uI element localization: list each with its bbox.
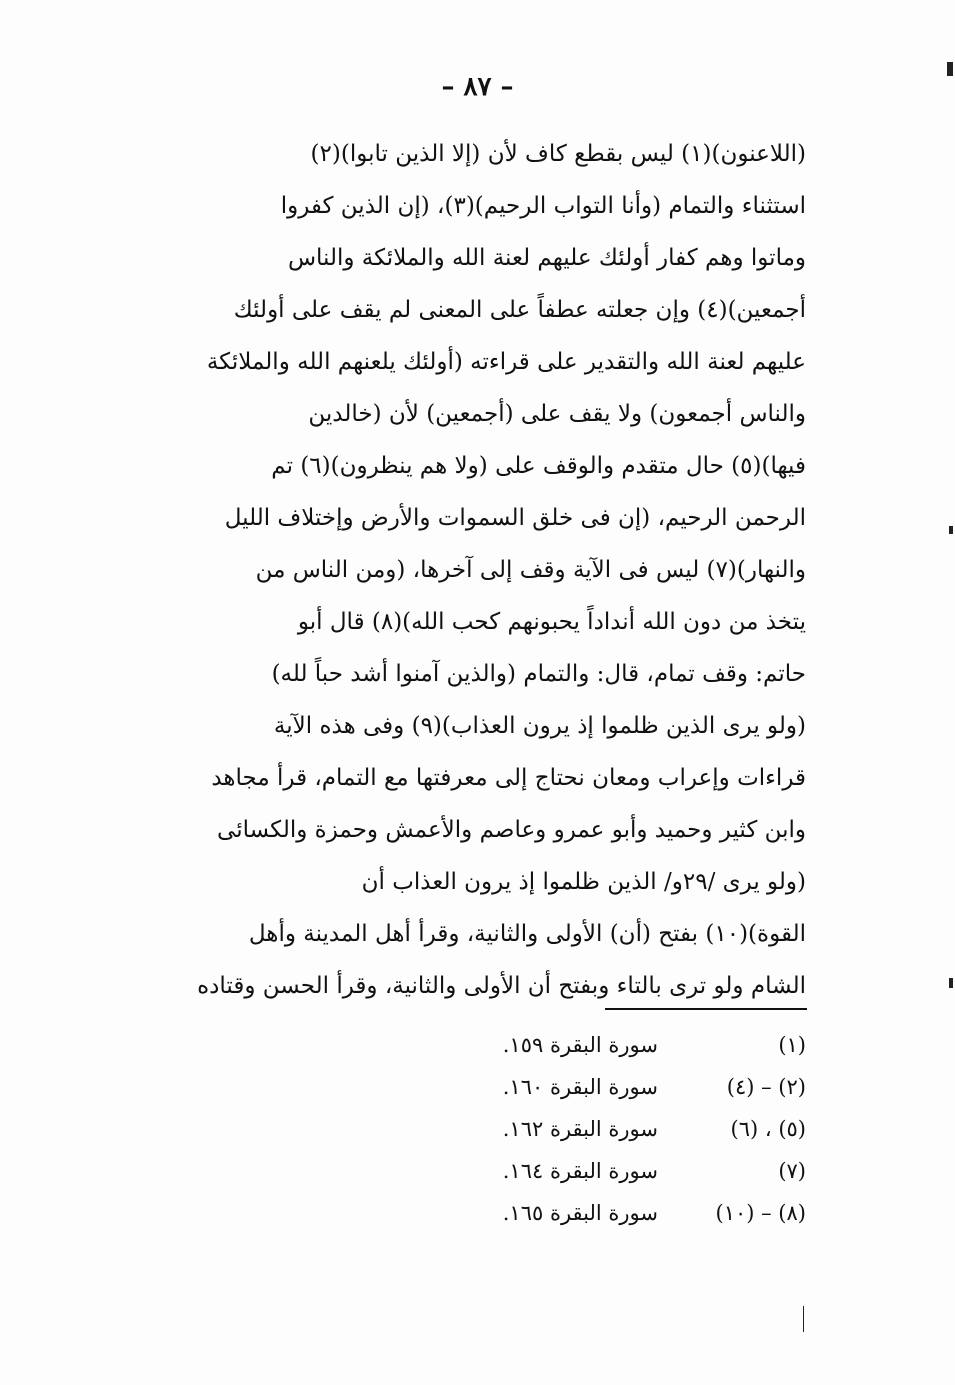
text-line: وابن كثير وحميد وأبو عمرو وعاصم والأعمش وحمزة والكسائى <box>217 817 806 843</box>
footnote-reference: سورة البقرة ١٦٥. <box>502 1201 658 1225</box>
scan-edge-mark <box>803 1306 804 1332</box>
footnote-reference: سورة البقرة ١٦٤. <box>502 1159 658 1183</box>
footnotes <box>440 1024 806 1234</box>
footnote-reference: سورة البقرة ١٦٢. <box>502 1117 658 1141</box>
text-line: قراءات وإعراب ومعان نحتاج إلى معرفتها مع التمام، قرأ مجاهد <box>211 765 806 791</box>
text-line: وماتوا وهم كفار أولئك عليهم لعنة الله والملائكة والناس <box>287 245 806 271</box>
text-line: أجمعين)(٤) وإن جعلته عطفاً على المعنى لم يقف على أولئك <box>233 297 806 323</box>
text-line: والناس أجمعون) ولا يقف على (أجمعين) لأن (خالدين <box>308 401 806 427</box>
footnote-marks: (٥) ، (٦) <box>730 1117 806 1141</box>
text-line: فيها)(٥) حال متقدم والوقف على (ولا هم ينظرون)(٦) تم <box>271 453 806 479</box>
scan-edge-mark <box>949 978 953 988</box>
footnote-item <box>440 1066 806 1108</box>
footnote-marks: (٨) – (١٠) <box>715 1201 806 1225</box>
text-line: والنهار)(٧) ليس فى الآية وقف إلى آخرها، (ومن الناس من <box>255 557 806 583</box>
footnote-item <box>440 1024 806 1066</box>
text-line: استثناء والتمام (وأنا التواب الرحيم)(٣)، (إن الذين كفروا <box>280 193 806 219</box>
footnote-item <box>440 1192 806 1234</box>
footnote-marks: (٢) – (٤) <box>726 1075 806 1099</box>
footnote-marks: (١) <box>778 1033 806 1057</box>
text-line: يتخذ من دون الله أنداداً يحبونهم كحب الله)(٨) قال أبو <box>297 609 806 635</box>
footnote-marks: (٧) <box>778 1159 806 1183</box>
footnote-item <box>440 1108 806 1150</box>
main-text-block <box>98 128 806 1012</box>
footnote-divider <box>605 1008 807 1010</box>
text-line: الشام ولو ترى بالتاء وبفتح أن الأولى والثانية، وقرأ الحسن وقتاده <box>197 973 806 999</box>
text-line: (ولو يرى الذين ظلموا إذ يرون العذاب)(٩) وفى هذه الآية <box>273 713 806 739</box>
footnote-reference: سورة البقرة ١٦٠. <box>502 1075 658 1099</box>
text-line: القوة)(١٠) بفتح (أن) الأولى والثانية، وقرأ أهل المدينة وأهل <box>248 921 806 947</box>
text-line: حاتم: وقف تمام، قال: والتمام (والذين آمنوا أشد حباً لله) <box>271 661 806 687</box>
text-line: عليهم لعنة الله والتقدير على قراءته (أولئك يلعنهم الله والملائكة <box>206 349 806 375</box>
footnote-reference: سورة البقرة ١٥٩. <box>502 1033 658 1057</box>
page-number: – ٨٧ – <box>441 72 514 102</box>
scan-edge-mark <box>947 62 953 76</box>
text-line: (ولو يرى /٢٩و/ الذين ظلموا إذ يرون العذاب أن <box>361 869 806 895</box>
text-line: (اللاعنون)(١) ليس بقطع كاف لأن (إلا الذين تابوا)(٢) <box>310 141 806 167</box>
text-line: الرحمن الرحيم، (إن فى خلق السموات والأرض وإختلاف الليل <box>224 505 806 531</box>
scan-edge-mark <box>949 526 953 534</box>
footnote-item <box>440 1150 806 1192</box>
